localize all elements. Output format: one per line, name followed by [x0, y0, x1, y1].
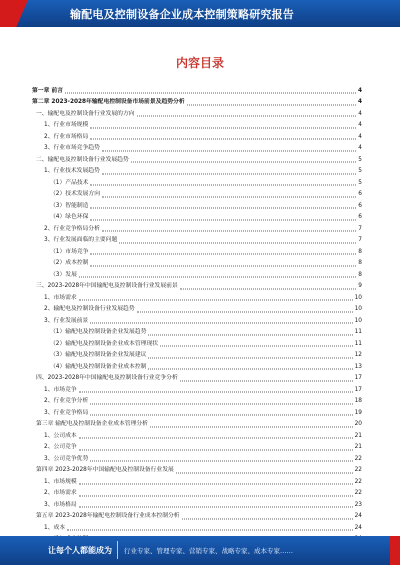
toc-row[interactable] — [32, 454, 362, 466]
toc-entry-label: （3）智能制造 — [50, 202, 89, 209]
toc-leader-dots — [102, 231, 356, 232]
header-bar — [0, 0, 400, 27]
toc-leader-dots — [90, 403, 352, 404]
toc-row[interactable] — [32, 500, 362, 512]
toc-entry-label: 二、输配电及控制设备行业发展趋势 — [36, 156, 129, 163]
toc-entry-label: 2、行业竞争格局分析 — [44, 225, 100, 232]
toc-entry-label: 1、公司成本 — [44, 432, 77, 439]
toc-row[interactable] — [32, 397, 362, 409]
toc-leader-dots — [180, 380, 353, 381]
toc-entry-label: 1、市场需求 — [44, 294, 77, 301]
toc-entry-label: 2、输配电及控制设备行业发展趋势 — [44, 306, 135, 313]
toc-row[interactable] — [32, 109, 362, 121]
toc-page-number: 11 — [354, 329, 362, 336]
toc-page-number: 9 — [358, 283, 362, 290]
toc-entry-label: （2）成本控制 — [50, 260, 89, 267]
toc-leader-dots — [90, 461, 352, 462]
toc-entry-label: 第三章 输配电及控制设备企业成本管理分析 — [36, 421, 148, 428]
toc-row[interactable] — [32, 443, 362, 455]
toc-page-number: 10 — [354, 306, 362, 313]
toc-entry-label: 3、行业发展面临的主要问题 — [44, 237, 118, 244]
toc-entry-label: 3、行业竞争格局 — [44, 409, 89, 416]
toc-title: 内容目录 — [175, 56, 224, 70]
toc-row[interactable] — [32, 351, 362, 363]
toc-row[interactable] — [32, 121, 362, 133]
toc-row[interactable] — [32, 282, 362, 294]
toc-row[interactable] — [32, 86, 362, 98]
toc-row[interactable] — [32, 466, 362, 478]
toc-entry-label: 2、公司竞争 — [44, 444, 77, 451]
toc-page-number: 5 — [358, 168, 362, 175]
toc-leader-dots — [79, 449, 353, 450]
toc-row[interactable] — [32, 236, 362, 248]
toc-leader-dots — [90, 415, 352, 416]
toc-page-number: 8 — [358, 271, 362, 278]
toc-entry-label: 1、成本 — [44, 524, 66, 531]
toc-leader-dots — [90, 265, 356, 266]
toc-entry-label: 四、2023-2028年中国输配电及控制设备行业竞争分析 — [36, 375, 178, 382]
toc-entry-label: 一、输配电及控制设备行业发展的方向 — [36, 110, 135, 117]
toc-row[interactable] — [32, 305, 362, 317]
toc-entry-label: 第一章 前言 — [32, 87, 64, 94]
toc-leader-dots — [90, 219, 356, 220]
toc-entry-label: 2、市场需求 — [44, 490, 77, 497]
footer-divider — [117, 541, 118, 559]
toc-page-number: 22 — [354, 490, 362, 497]
toc-page-number: 11 — [354, 340, 362, 347]
toc-leader-dots — [90, 254, 356, 255]
toc-leader-dots — [180, 288, 357, 289]
toc-entry-label: 3、公司竞争优势 — [44, 455, 89, 462]
toc-page-number: 4 — [358, 110, 362, 117]
toc-entry-label: （1）市场竞争 — [50, 248, 89, 255]
footer-bar — [0, 536, 400, 565]
toc-row[interactable] — [32, 489, 362, 501]
toc-row[interactable] — [32, 523, 362, 535]
toc-row[interactable] — [32, 259, 362, 271]
toc-leader-dots — [79, 300, 353, 301]
toc-row[interactable] — [32, 213, 362, 225]
toc-page-number: 17 — [354, 375, 362, 382]
toc-leader-dots — [90, 208, 356, 209]
toc-leader-dots — [187, 104, 356, 105]
toc-entry-label: 1、行业市场规模 — [44, 122, 89, 129]
toc-entry-label: 1、市场规模 — [44, 478, 77, 485]
toc-leader-dots — [160, 346, 353, 347]
toc-page-number: 4 — [357, 99, 362, 106]
toc-row[interactable] — [32, 270, 362, 282]
toc-leader-dots — [119, 242, 356, 243]
toc-page-number: 8 — [358, 248, 362, 255]
toc-leader-dots — [102, 150, 356, 151]
toc-entry-label: 第四章 2023-2028年中国输配电及控制设备行业发展 — [36, 467, 174, 474]
toc-row[interactable] — [32, 408, 362, 420]
toc-page-number: 6 — [358, 214, 362, 221]
toc-row[interactable] — [32, 385, 362, 397]
toc-page-number: 10 — [354, 317, 362, 324]
toc-row[interactable] — [32, 201, 362, 213]
toc-row[interactable] — [32, 224, 362, 236]
toc-row[interactable] — [32, 328, 362, 340]
toc-entry-label: （3）输配电及控制设备企业发展建议 — [50, 352, 147, 359]
toc-entry-label: （4）绿色环保 — [50, 214, 89, 221]
toc-entry-label: （3）发展 — [50, 271, 77, 278]
toc-leader-dots — [79, 484, 353, 485]
toc-row[interactable] — [32, 477, 362, 489]
toc-page-number: 4 — [357, 87, 362, 94]
toc-leader-dots — [131, 162, 357, 163]
toc-row[interactable] — [32, 247, 362, 259]
toc-leader-dots — [148, 369, 352, 370]
toc-entry-label: 1、市场竞争 — [44, 386, 77, 393]
toc-leader-dots — [67, 530, 353, 531]
toc-row[interactable] — [32, 362, 362, 374]
toc-leader-dots — [79, 438, 353, 439]
toc-entry-label: 2、行业市场格局 — [44, 133, 89, 140]
footer-accent — [390, 536, 400, 565]
toc-leader-dots — [137, 311, 353, 312]
toc-entry-label: （1）产品技术 — [50, 179, 89, 186]
toc-entry-label: 3、市场格局 — [44, 501, 77, 508]
toc-row[interactable] — [32, 98, 362, 110]
toc-row[interactable] — [32, 293, 362, 305]
toc-row[interactable] — [32, 316, 362, 328]
toc-leader-dots — [182, 518, 353, 519]
header-accent — [0, 0, 28, 27]
toc-row[interactable] — [32, 420, 362, 432]
toc-page-number: 4 — [358, 145, 362, 152]
toc-page-number: 19 — [354, 409, 362, 416]
toc-leader-dots — [176, 472, 353, 473]
toc-row[interactable] — [32, 167, 362, 179]
footer-slogan: 让每个人都能成为 — [48, 546, 112, 555]
toc-page-number: 21 — [354, 432, 362, 439]
toc-leader-dots — [148, 334, 352, 335]
table-of-contents — [32, 86, 362, 546]
toc-row[interactable] — [32, 178, 362, 190]
toc-row[interactable] — [32, 144, 362, 156]
toc-page-number: 22 — [354, 478, 362, 485]
toc-row[interactable] — [32, 339, 362, 351]
toc-page-number: 24 — [354, 524, 362, 531]
toc-page-number: 7 — [358, 237, 362, 244]
toc-page-number: 6 — [358, 191, 362, 198]
toc-entry-label: 第二章 2023-2028年输配电控制设备市场前景及趋势分析 — [32, 99, 185, 106]
toc-row[interactable] — [32, 155, 362, 167]
toc-page-number: 21 — [354, 444, 362, 451]
toc-leader-dots — [79, 277, 356, 278]
toc-leader-dots — [79, 392, 353, 393]
toc-entry-label: 1、行业技术发展趋势 — [44, 168, 100, 175]
toc-page-number: 12 — [354, 352, 362, 359]
toc-page-number: 7 — [358, 225, 362, 232]
toc-row[interactable] — [32, 132, 362, 144]
toc-leader-dots — [137, 116, 357, 117]
toc-page-number: 13 — [354, 363, 362, 370]
toc-leader-dots — [90, 323, 352, 324]
report-title: 输配电及控制设备企业成本控制策略研究报告 — [70, 8, 294, 21]
toc-row[interactable] — [32, 374, 362, 386]
toc-leader-dots — [102, 196, 356, 197]
toc-page-number: 17 — [354, 386, 362, 393]
toc-entry-label: 2、行业竞争分析 — [44, 398, 89, 405]
toc-entry-label: 3、行业市场竞争趋势 — [44, 145, 100, 152]
toc-entry-label: 三、2023-2028年中国输配电及控制设备行业发展前景 — [36, 283, 178, 290]
toc-entry-label: （4）输配电及控制设备企业成本控制 — [50, 363, 147, 370]
toc-page-number: 5 — [358, 156, 362, 163]
toc-page-number: 6 — [358, 202, 362, 209]
toc-leader-dots — [79, 507, 353, 508]
toc-page-number: 5 — [358, 179, 362, 186]
footer-tagline: 行业专家、管理专家、营销专家、战略专家、成本专家…… — [124, 547, 293, 555]
toc-page-number: 4 — [358, 122, 362, 129]
toc-page-number: 22 — [354, 455, 362, 462]
toc-page-number: 18 — [354, 398, 362, 405]
toc-page-number: 20 — [354, 421, 362, 428]
toc-page-number: 22 — [354, 467, 362, 474]
toc-row[interactable] — [32, 190, 362, 202]
toc-row[interactable] — [32, 431, 362, 443]
toc-leader-dots — [102, 173, 356, 174]
toc-leader-dots — [148, 357, 352, 358]
toc-page-number: 8 — [358, 260, 362, 267]
toc-leader-dots — [150, 426, 353, 427]
toc-leader-dots — [90, 185, 356, 186]
toc-leader-dots — [65, 93, 356, 94]
toc-leader-dots — [90, 127, 356, 128]
toc-entry-label: 第五章 2023-2028年输配电控制设备行业成本控制分析 — [36, 513, 180, 520]
toc-page-number: 10 — [354, 294, 362, 301]
toc-entry-label: 3、行业发展前景 — [44, 317, 89, 324]
toc-page-number: 23 — [354, 501, 362, 508]
toc-leader-dots — [90, 139, 356, 140]
toc-page-number: 4 — [358, 133, 362, 140]
toc-row[interactable] — [32, 512, 362, 524]
toc-entry-label: （2）输配电及控制设备企业成本管理现状 — [50, 340, 159, 347]
toc-page-number: 24 — [354, 513, 362, 520]
toc-entry-label: （2）技术发展方向 — [50, 191, 101, 198]
toc-leader-dots — [79, 495, 353, 496]
toc-entry-label: （1）输配电及控制设备企业发展趋势 — [50, 329, 147, 336]
